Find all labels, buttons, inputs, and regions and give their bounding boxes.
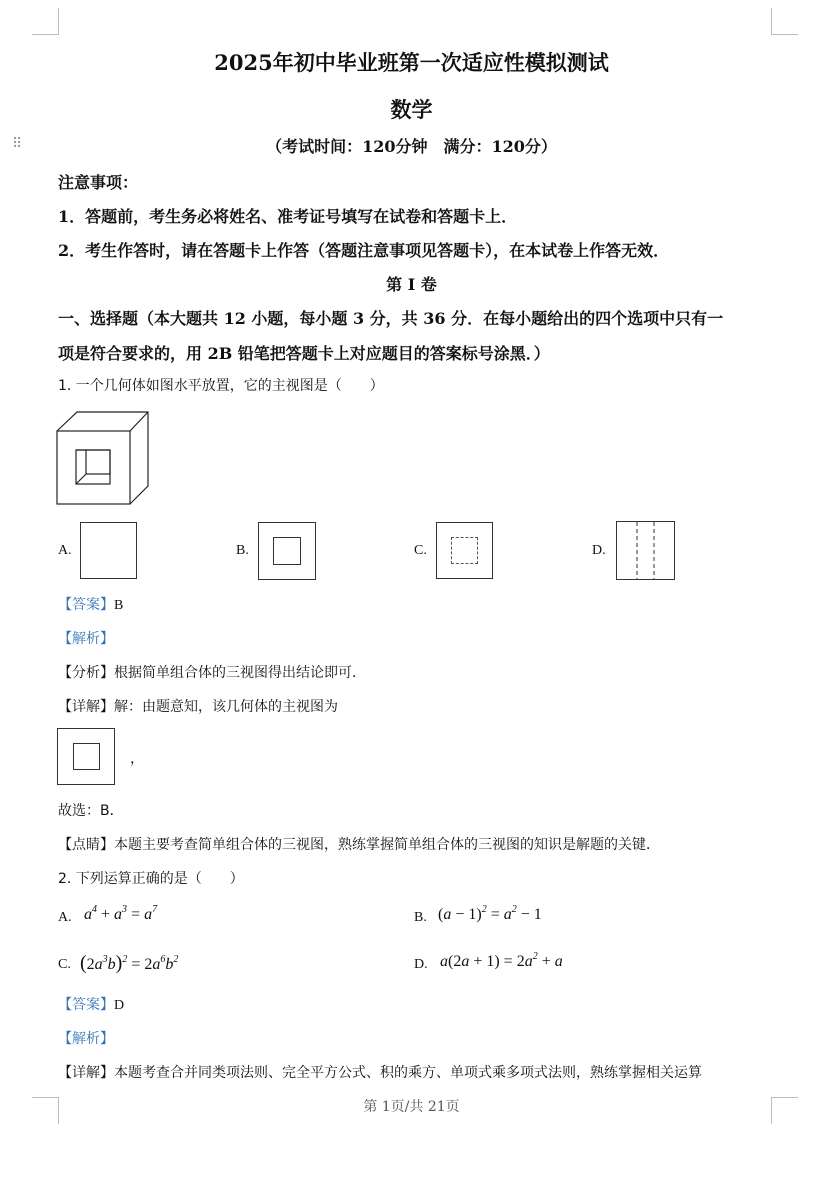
q1-option-b-figure[interactable] (258, 522, 316, 580)
section-heading-line1: 一、选择题（本大题共 12 小题，每小题 3 分，共 36 分．在每小题给出的四个选项中只有一 (58, 309, 724, 328)
subject-title: 数学 (390, 97, 433, 122)
detail-tag: 【详解】 (58, 699, 114, 715)
q2-option-d-label: D. (414, 957, 428, 972)
q2-option-b-formula[interactable]: $(a - 1)^2 = a^2 - 1$ (438, 904, 542, 923)
crop-mark-top-left (32, 8, 59, 35)
q1-main-view-inner-square (73, 743, 100, 770)
volume-heading: 第 I 卷 (386, 275, 437, 294)
fenxi-tag: 【分析】 (58, 665, 114, 681)
q2-option-b-label: B. (414, 910, 427, 925)
crop-mark-top-right (771, 8, 798, 35)
fenxi-text: 根据简单组合体的三视图得出结论即可． (114, 665, 366, 681)
q2-detail-text: 本题考查合并同类项法则、完全平方公式、积的乘方、单项式乘多项式法则，熟练掌握相关运算 (114, 1065, 702, 1081)
q2-option-a-label: A. (58, 910, 72, 925)
section-heading-line2: 项是符合要求的，用 2B 铅笔把答题卡上对应题目的答案标号涂黑．） (58, 344, 550, 363)
q2-analysis-tag: 【解析】 (58, 1031, 114, 1047)
page-title: 2025年初中毕业班第一次适应性模拟测试 (214, 50, 609, 75)
detail-text: 解：由题意知，该几何体的主视图为 (114, 699, 338, 715)
q1-option-b-inner-square (273, 537, 301, 565)
q1-main-view-figure (57, 728, 115, 785)
q2-answer-tag: 【答案】 (58, 997, 114, 1013)
q1-conclusion: 故选：B． (58, 803, 124, 819)
q1-cube-figure (56, 411, 150, 507)
q1-fenxi (58, 662, 366, 682)
q1-answer-value: B (114, 598, 124, 613)
q1-option-c-label: C. (414, 543, 427, 558)
q2-option-c-label: C. (58, 957, 71, 972)
q2-option-d-formula[interactable]: $a(2a + 1) = 2a^2 + a$ (440, 951, 563, 970)
q1-detail (58, 696, 338, 716)
q2-option-c-formula[interactable]: $(2a^3b)^2 = 2a^6b^2$ (80, 952, 179, 974)
notice-item-1: 1．答题前，考生务必将姓名、准考证号填写在试卷和答题卡上． (58, 207, 518, 226)
q2-answer (58, 994, 124, 1014)
q2-detail-tag: 【详解】 (58, 1065, 114, 1081)
q1-option-c-figure[interactable] (436, 522, 493, 579)
q1-option-d-figure[interactable] (616, 521, 676, 581)
q1-analysis-tag: 【解析】 (58, 631, 114, 647)
q2-answer-value: D (114, 998, 125, 1013)
notice-item-2: 2．考生作答时，请在答题卡上作答（答题注意事项见答题卡），在本试卷上作答无效． (58, 241, 670, 260)
q1-answer (58, 594, 123, 614)
q1-option-c-dashed-square (451, 537, 478, 564)
q1-detail-comma: ， (130, 751, 144, 767)
q1-stem: 1. 一个几何体如图水平放置，它的主视图是（ ） (58, 378, 384, 394)
page-number: 第 1页/共 21页 (363, 1099, 460, 1115)
notice-heading: 注意事项： (58, 173, 139, 192)
q1-option-a-label: A. (58, 543, 72, 558)
answer-tag: 【答案】 (58, 597, 114, 613)
q1-dianjing (58, 834, 660, 854)
dianjing-tag: 【点睛】 (58, 837, 114, 853)
q2-detail (58, 1062, 702, 1082)
dianjing-text: 本题主要考查简单组合体的三视图，熟练掌握简单组合体的三视图的知识是解题的关键． (114, 837, 660, 853)
q2-option-a-formula[interactable]: $a^4 + a^3 = a^7$ (84, 904, 158, 923)
exam-info: （考试时间：120分钟 满分：120分） (266, 137, 557, 156)
q2-stem: 2. 下列运算正确的是（ ） (58, 871, 244, 887)
q1-option-a-figure[interactable] (80, 522, 137, 579)
q1-option-b-label: B. (236, 543, 249, 558)
q1-option-d-label: D. (592, 543, 606, 558)
drag-handle-icon[interactable]: ⠿ (12, 136, 21, 152)
